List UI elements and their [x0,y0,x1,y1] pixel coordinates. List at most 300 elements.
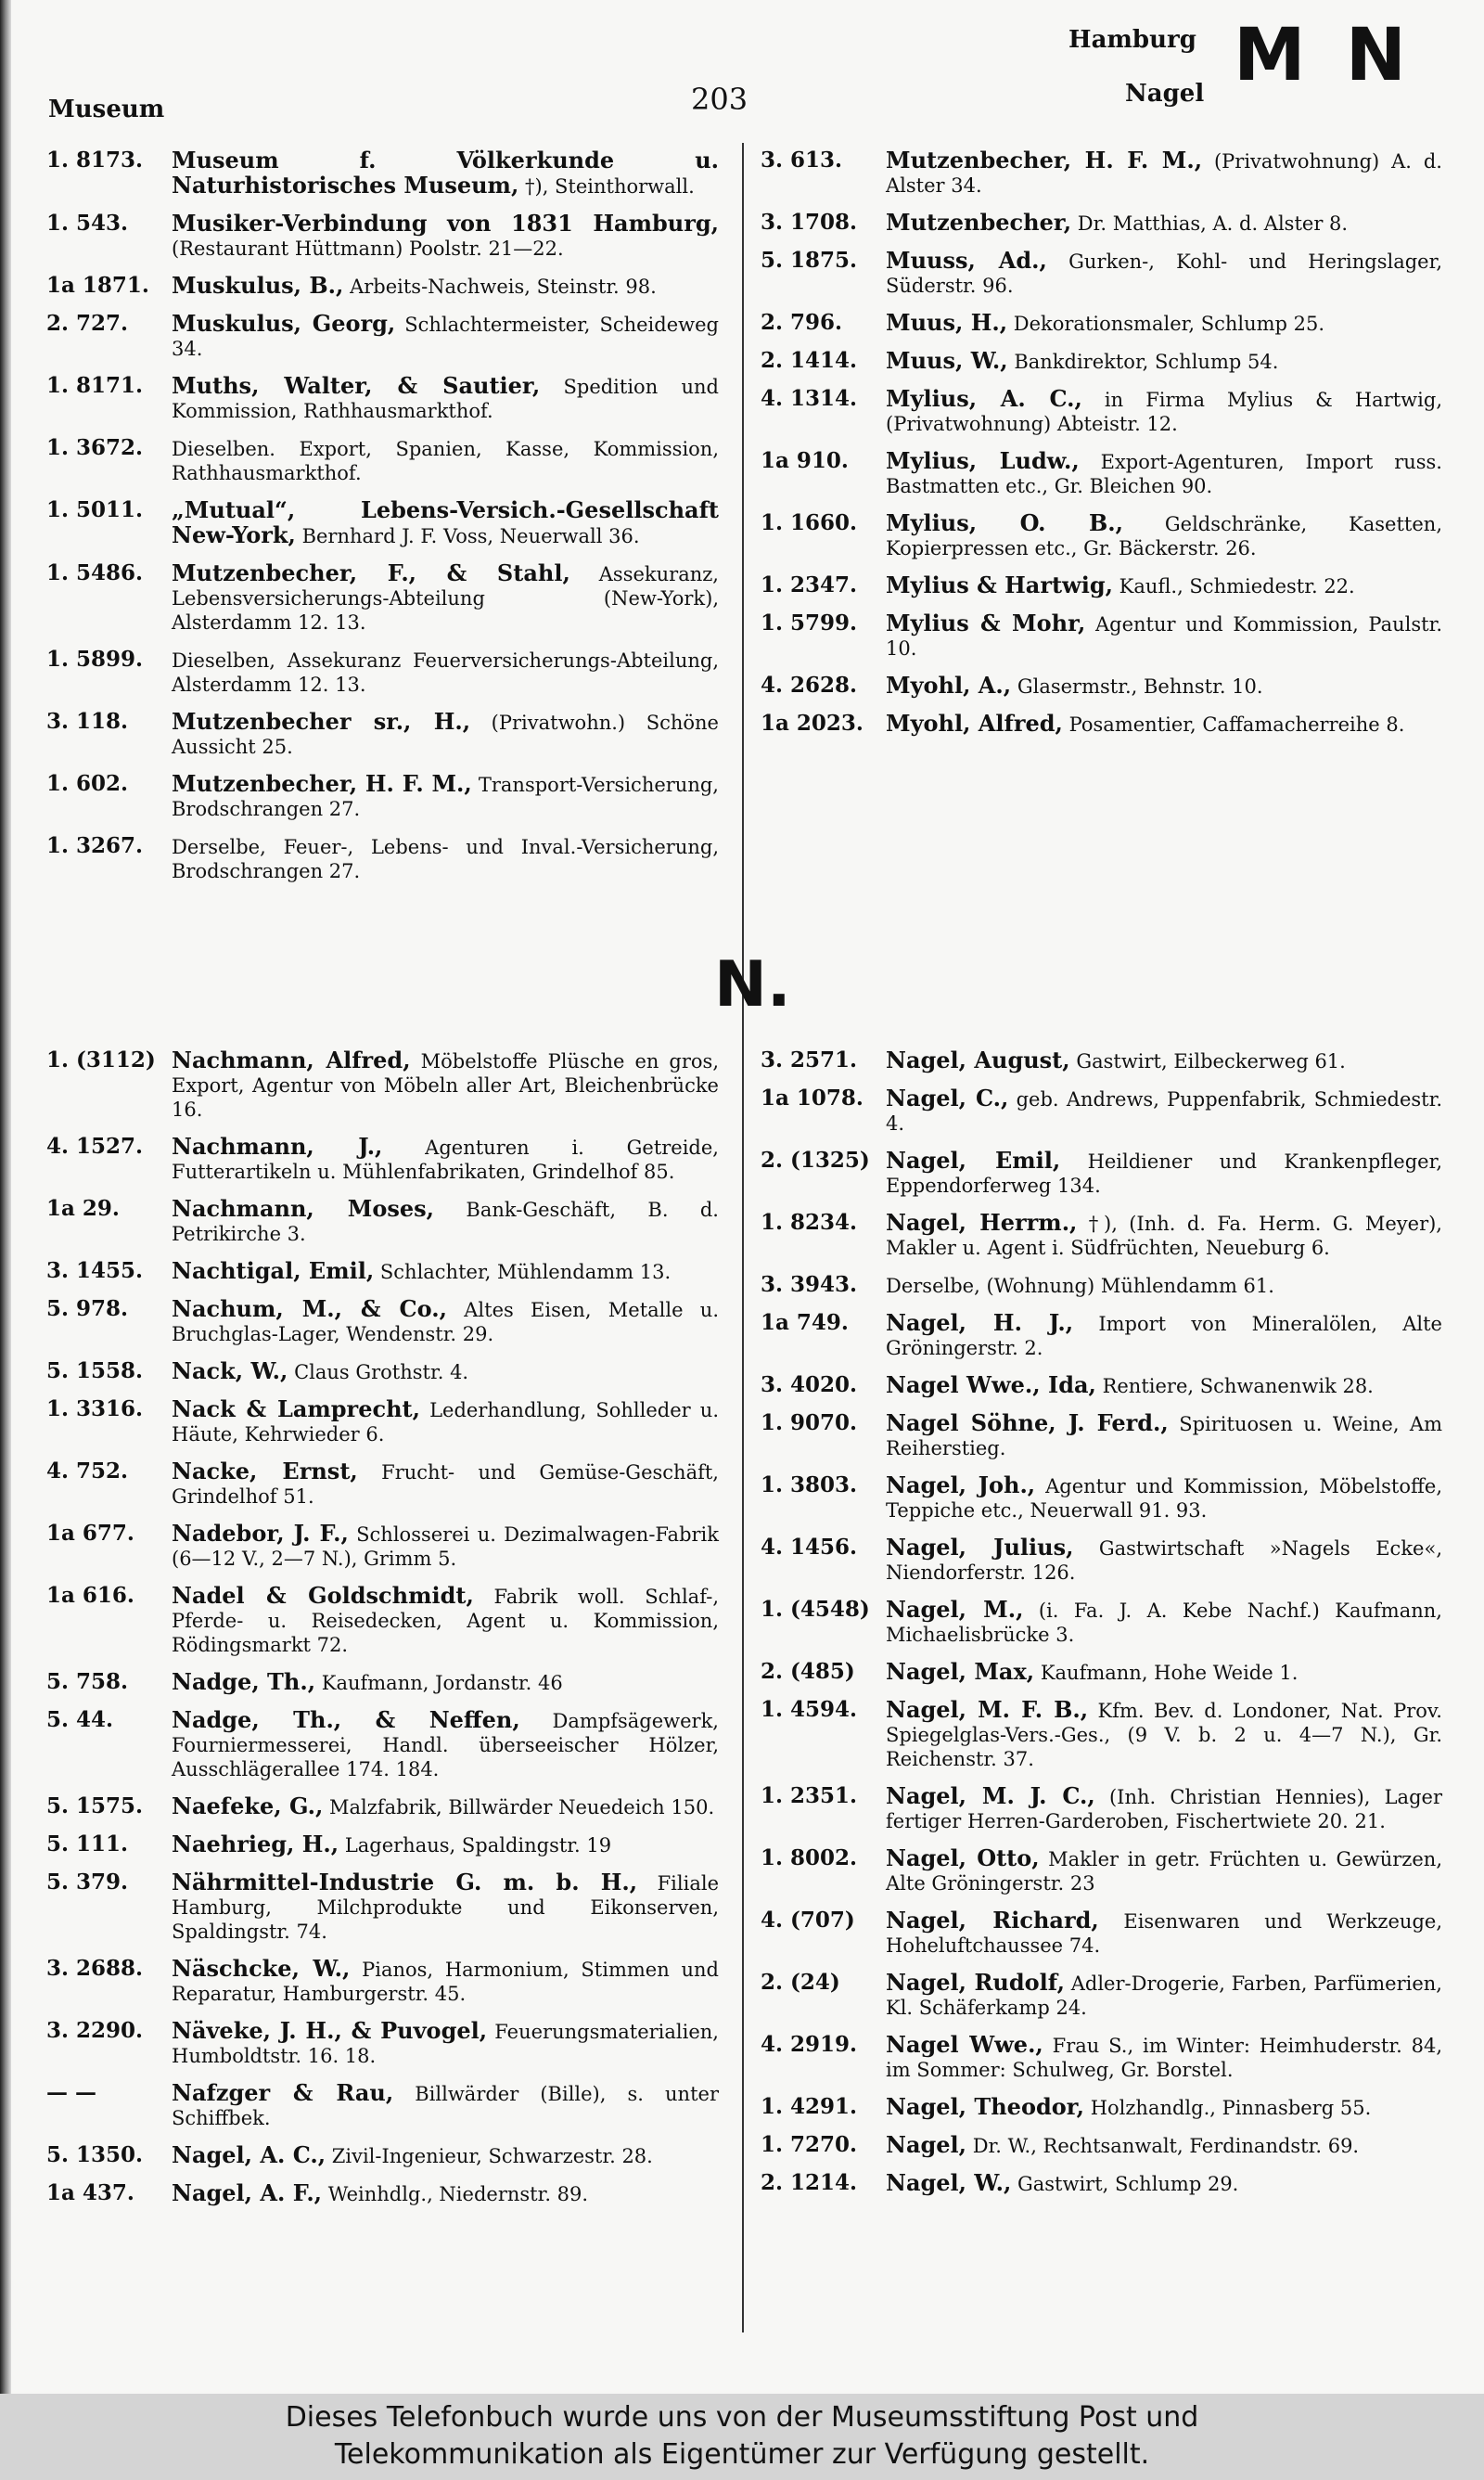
entry-text [172,374,719,423]
entry-details: Dieselben. Export, Spanien, Kasse, Kommission, Rathhausmarkthof. [172,438,719,484]
directory-entry [46,498,719,548]
entry-details: Kfm. Bev. d. Londoner, Nat. Prov. Spiegelglas-Vers.-Ges., (9 V. b. 2 u. 4—7 N.), Gr. Reichenstr. 37. [886,1700,1442,1770]
subscriber-name: Museum f. Völkerkunde u. Naturhistorisches Museum, [172,147,719,199]
entry-details: Schlosserei u. Dezimalwagen-Fabrik (6—12 V., 2—7 N.), Grimm 5. [172,1523,719,1570]
entry-text [172,1957,719,2006]
directory-entry [46,148,719,199]
entry-text [172,1297,719,1346]
directory-entry [761,387,1442,436]
directory-entry [46,1359,719,1384]
directory-entry [46,374,719,423]
directory-entry [46,1259,719,1284]
subscriber-name: Naehrieg, H., [172,1831,339,1857]
subscriber-name: Näschcke, W., [172,1955,351,1982]
subscriber-name: Nagel, C., [886,1085,1009,1112]
subscriber-name: Muths, Walter, & Sautier, [172,372,541,399]
entry-text [172,1048,719,1122]
entry-details: Frucht- und Gemüse-Geschäft, Grindelhof 51. [172,1461,719,1508]
phone-number: 4. 752. [46,1458,129,1484]
entry-details: Filiale Hamburg, Milchprodukte und Eikonserven, Spaldingstr. 74. [172,1872,719,1943]
directory-entry [761,1211,1442,1260]
entry-text [886,2133,1442,2158]
phone-number: 1. 3672. [46,435,144,460]
entry-details: Weinhdlg., Niedernstr. 89. [327,2183,589,2205]
phone-number: 3. 2290. [46,2018,144,2043]
phone-number: 4. (707) [761,1908,855,1933]
entry-details: †), (Inh. d. Fa. Herm. G. Meyer), Makler u. Agent i. Südfrüchten, Neueburg 6. [886,1213,1442,1259]
entry-details: Feuerungsmaterialien, Humboldtstr. 16. 18. [172,2021,719,2067]
phone-number: 5. 1875. [761,248,858,273]
subscriber-name: Nagel, Julius, [886,1534,1074,1561]
entry-text [886,1784,1442,1833]
directory-entry [46,1522,719,1571]
entry-text [886,1660,1442,1685]
phone-number: 1a 1078. [761,1086,864,1111]
directory-entry [46,312,719,361]
directory-entry [761,449,1442,498]
entry-details: Adler-Drogerie, Farben, Parfümerien, Kl. Schäferkamp 24. [886,1972,1442,2019]
entry-details: Dekorationsmaler, Schlump 25. [1013,313,1325,335]
entry-text [172,561,719,635]
directory-entry [46,436,719,485]
entry-details: Schlachtermeister, Scheideweg 34. [172,314,719,360]
entry-text [172,1794,719,1819]
entry-text [886,311,1442,336]
entry-text [886,511,1442,560]
entry-text [886,1411,1442,1460]
directory-entry [46,834,719,883]
phone-number: 2. (24) [761,1970,840,1995]
phone-number: 1. 8002. [761,1845,858,1870]
directory-entry [761,2171,1442,2196]
entry-text [886,1149,1442,1198]
phone-number: 1. 602. [46,771,129,796]
entry-details: Altes Eisen, Metalle u. Bruchglas-Lager, Wendenstr. 29. [172,1299,719,1345]
directory-entry [761,1660,1442,1685]
entry-text [886,1536,1442,1585]
entry-details: Makler in getr. Früchten u. Gewürzen, Alte Gröningerstr. 23 [886,1848,1442,1895]
directory-entry [761,2033,1442,2082]
right-n-entries [761,1048,1442,2196]
directory-entry [761,573,1442,598]
directory-entry [761,1598,1442,1647]
phone-number: 1a 616. [46,1583,134,1608]
entry-details: Kaufmann, Hohe Weide 1. [1040,1662,1298,1684]
entry-text [172,436,719,485]
entry-details: Posamentier, Caffamacherreihe 8. [1068,713,1405,736]
entry-details: Holzhandlg., Pinnasberg 55. [1090,2097,1372,2119]
phone-number: 5. 978. [46,1296,129,1321]
directory-entry [761,1846,1442,1895]
column-divider [742,143,744,2332]
directory-entry [46,1957,719,2006]
phone-number: — — [46,2080,97,2105]
subscriber-name: Mylius, A. C., [886,385,1082,412]
phone-number: 1. 543. [46,211,129,236]
directory-entry [761,1698,1442,1771]
directory-entry [46,710,719,759]
entry-text [886,1373,1442,1398]
section-heading-n: N. [714,948,791,1022]
running-head-city: Hamburg [1068,26,1196,54]
subscriber-name: Mylius, O. B., [886,509,1123,536]
subscriber-name: Nagel, Richard, [886,1907,1099,1934]
subscriber-name: Nafzger & Rau, [172,2079,394,2106]
directory-entry [46,2143,719,2168]
subscriber-name: Nagel, M., [886,1596,1024,1623]
running-head-left: Museum [48,96,165,123]
entry-details: Transport-Versicherung, Brodschrangen 27. [172,774,719,820]
directory-entry [46,1794,719,1819]
subscriber-name: Nagel Wwe., Ida, [886,1371,1096,1398]
subscriber-name: Nagel, W., [886,2169,1012,2196]
phone-number: 1. (3112) [46,1047,156,1073]
entry-text [886,611,1442,661]
subscriber-name: Nagel, Emil, [886,1147,1061,1174]
subscriber-name: „Mutual“, Lebens-Versich.-Gesellschaft New-York, [172,496,719,548]
subscriber-name: Nagel, H. J., [886,1309,1074,1336]
directory-entry [761,1149,1442,1198]
entry-details: in Firma Mylius & Hartwig, (Privatwohnung) Abteistr. 12. [886,389,1442,435]
directory-entry [46,648,719,697]
entry-text [886,1846,1442,1895]
phone-number: 2. 796. [761,310,843,335]
entry-details: Kaufl., Schmiedestr. 22. [1119,575,1355,598]
footer-line-2: Telekommunikation als Eigentümer zur Verfügung gestellt. [334,2438,1150,2471]
entry-details: Lagerhaus, Spaldingstr. 19 [344,1834,612,1857]
directory-entry [46,1870,719,1944]
subscriber-name: Mutzenbecher, [886,209,1072,236]
subscriber-name: Nachtigal, Emil, [172,1257,375,1284]
subscriber-name: Muuss, Ad., [886,247,1047,274]
entry-details: Bankdirektor, Schlump 54. [1014,351,1279,373]
entry-details: Möbelstoffe Plüsche en gros, Export, Agentur von Möbeln aller Art, Bleichenbrücke 16. [172,1050,720,1121]
directory-entry [761,249,1442,298]
directory-entry [46,1832,719,1857]
directory-entry [761,1273,1442,1298]
entry-text [172,2181,719,2206]
directory-entry [761,2095,1442,2120]
directory-entry [761,1086,1442,1136]
subscriber-name: Nack & Lamprecht, [172,1395,420,1422]
directory-entry [761,148,1442,198]
entry-details: Dieselben, Assekuranz Feuerversicherungs-Abteilung, Alsterdamm 12. 13. [172,649,719,696]
subscriber-name: Muus, H., [886,309,1008,336]
phone-number: 1. 8234. [761,1210,858,1235]
entry-text [172,2019,719,2068]
subscriber-name: Musiker-Verbindung von 1831 Hamburg, [172,210,719,237]
page-number: 203 [691,82,748,117]
entry-text [172,212,719,261]
entry-details: Zivil-Ingenieur, Schwarzestr. 28. [331,2145,653,2167]
left-m-entries [46,148,719,883]
entry-text [886,573,1442,598]
directory-entry [761,1536,1442,1585]
phone-number: 5. 758. [46,1669,129,1694]
directory-entry [46,274,719,299]
directory-entry [46,2081,719,2130]
phone-number: 4. 2919. [761,2032,858,2057]
directory-entry [761,349,1442,374]
entry-text [886,1086,1442,1136]
entry-details: Spedition und Kommission, Rathhausmarkthof. [172,376,719,422]
left-n-entries [46,1048,719,2206]
phone-number: 4. 1314. [761,386,858,411]
subscriber-name: Nagel, A. C., [172,2141,326,2168]
directory-entry [46,2181,719,2206]
phone-number: 5. 1558. [46,1358,144,1383]
phone-number: 5. 44. [46,1707,114,1732]
entry-details: Agentur und Kommission, Paulstr. 10. [886,613,1442,660]
entry-details: Kaufmann, Jordanstr. 46 [321,1672,563,1694]
directory-entry [761,1784,1442,1833]
phone-number: 1. 5799. [761,610,858,636]
phone-number: 4. 2628. [761,673,858,698]
entry-text [886,1971,1442,2020]
entry-details: (Restaurant Hüttmann) Poolstr. 21—22. [172,238,564,260]
entry-details: Derselbe, Feuer-, Lebens- und Inval.-Versicherung, Brodschrangen 27. [172,836,719,882]
subscriber-name: Nagel, M. J. C., [886,1782,1095,1809]
right-n-column [761,1048,1442,2209]
phone-number: 1. 7270. [761,2132,858,2157]
directory-entry [761,674,1442,699]
entry-details: Gastwirtschaft »Nagels Ecke«, Niendorferstr. 126. [886,1537,1442,1584]
section-letters: M N [1234,14,1414,97]
entry-details: Assekuranz, Lebensversicherungs-Abteilung (New-York), Alsterdamm 12. 13. [172,563,719,634]
entry-text [886,1473,1442,1523]
phone-number: 5. 1575. [46,1793,144,1818]
subscriber-name: Nacke, Ernst, [172,1458,358,1484]
entry-text [886,249,1442,298]
subscriber-name: Nagel, August, [886,1047,1070,1073]
subscriber-name: Mutzenbecher, F., & Stahl, [172,559,570,586]
entry-details: Schlachter, Mühlendamm 13. [379,1261,672,1283]
directory-entry [761,1473,1442,1523]
directory-entry [46,1459,719,1509]
left-n-column [46,1048,719,2219]
subscriber-name: Nadge, Th., & Neffen, [172,1706,520,1733]
subscriber-name: Nachum, M., & Co., [172,1295,447,1322]
entry-text [172,498,719,548]
entry-details: Import von Mineralölen, Alte Gröningerstr. 2. [886,1313,1442,1359]
subscriber-name: Nagel, Herrm., [886,1209,1078,1236]
entry-details: Export-Agenturen, Import russ. Bastmatten etc., Gr. Bleichen 90. [886,451,1442,497]
subscriber-name: Nagel, A. F., [172,2179,323,2206]
subscriber-name: Nagel, Theodor, [886,2093,1084,2120]
entry-details: Bernhard J. F. Voss, Neuerwall 36. [301,525,640,547]
directory-entry [761,1411,1442,1460]
phone-number: 3. 4020. [761,1372,858,1397]
entry-text [886,1273,1442,1298]
phone-number: 1. 5011. [46,497,144,522]
phone-number: 1a 437. [46,2180,134,2205]
phone-number: 1. (4548) [761,1597,870,1622]
phone-number: 3. 3943. [761,1272,858,1297]
entry-details: Malzfabrik, Billwärder Neuedeich 150. [329,1796,715,1818]
directory-entry [761,511,1442,560]
directory-entry [761,2133,1442,2158]
subscriber-name: Nachmann, J., [172,1133,383,1160]
entry-details: Spirituosen u. Weine, Am Reiherstieg. [886,1413,1442,1459]
entry-text [886,1048,1442,1073]
entry-text [172,648,719,697]
entry-text [172,1708,719,1781]
directory-entry [46,2019,719,2068]
entry-details: Rentiere, Schwanenwik 28. [1102,1375,1374,1397]
entry-details: Gastwirt, Schlump 29. [1017,2173,1239,2195]
subscriber-name: Mutzenbecher, H. F. M., [886,147,1203,173]
entry-details: Pianos, Harmonium, Stimmen und Reparatur, Hamburgerstr. 45. [172,1959,719,2005]
phone-number: 1. 2347. [761,572,858,598]
entry-text [172,834,719,883]
entry-text [172,274,719,299]
phone-number: 1a 1871. [46,273,149,298]
phone-number: 2. (485) [761,1659,855,1684]
entry-details: Dr. W., Rechtsanwalt, Ferdinandstr. 69. [972,2135,1360,2157]
directory-entry [761,1311,1442,1360]
subscriber-name: Nagel Wwe., [886,2031,1043,2058]
subscriber-name: Nack, W., [172,1357,288,1384]
subscriber-name: Mutzenbecher, H. F. M., [172,770,472,797]
entry-text [172,2081,719,2130]
directory-entry [46,561,719,635]
subscriber-name: Mylius, Ludw., [886,447,1080,474]
entry-text [172,1135,719,1184]
directory-entry [761,311,1442,336]
entry-text [172,1259,719,1284]
entry-details: (Privatwohnung) A. d. Alster 34. [886,150,1442,197]
phone-number: 1. 2351. [761,1783,858,1808]
subscriber-name: Nagel Söhne, J. Ferd., [886,1409,1169,1436]
phone-number: 1. 9070. [761,1410,858,1435]
phone-number: 1a 910. [761,448,849,473]
phone-number: 2. 1414. [761,348,858,373]
phone-number: 2. (1325) [761,1148,870,1173]
directory-entry [46,1584,719,1657]
directory-entry [46,1397,719,1446]
directory-entry [46,1197,719,1246]
phone-number: 1. 8173. [46,148,144,173]
phone-number: 1. 4291. [761,2094,858,2119]
directory-entry [46,1297,719,1346]
phone-number: 1. 5899. [46,647,144,672]
directory-entry [761,1048,1442,1073]
phone-number: 1a 2023. [761,711,864,736]
entry-details: Dampfsägewerk, Fourniermesserei, Handl. überseeischer Hölzer, Ausschlägerallee 174. 184. [172,1710,719,1780]
directory-entry [46,212,719,261]
entry-text [172,1670,719,1695]
entry-text [172,2143,719,2168]
entry-details: Claus Grothstr. 4. [294,1361,469,1383]
entry-text [172,710,719,759]
entry-details: Dr. Matthias, A. d. Alster 8. [1077,212,1349,235]
directory-entry [761,712,1442,737]
running-head-right: Nagel [1125,80,1205,108]
entry-details: †), Steinthorwall. [525,175,695,198]
phone-number: 1. 1660. [761,510,858,535]
entry-text [172,1870,719,1944]
subscriber-name: Nadge, Th., [172,1668,316,1695]
entry-text [886,387,1442,436]
phone-number: 1a 29. [46,1196,120,1221]
subscriber-name: Muskulus, Georg, [172,310,396,337]
entry-details: Agentur und Kommission, Möbelstoffe, Teppiche etc., Neuerwall 91. 93. [886,1475,1442,1522]
directory-entry [46,1708,719,1781]
phone-number: 1a 677. [46,1521,134,1546]
phone-number: 1. 3316. [46,1396,144,1421]
directory-entry [761,611,1442,661]
phone-number: 1. 4594. [761,1697,858,1722]
directory-entry [761,1908,1442,1958]
footer-line-1: Dieses Telefonbuch wurde uns von der Museumsstiftung Post und [285,2401,1199,2434]
subscriber-name: Nagel, [886,2131,967,2158]
right-m-entries [761,148,1442,737]
entry-details: Billwärder (Bille), s. unter Schiffbek. [172,2083,719,2129]
subscriber-name: Nagel, Max, [886,1658,1035,1685]
phone-number: 2. 727. [46,311,129,336]
entry-text [172,772,719,821]
entry-text [172,1584,719,1657]
phone-number: 1. 3803. [761,1472,858,1497]
phone-number: 3. 118. [46,709,129,734]
phone-number: 3. 613. [761,148,843,173]
entry-details: Gurken-, Kohl- und Heringslager, Süderstr. 96. [886,251,1443,297]
entry-text [886,349,1442,374]
entry-text [886,1698,1442,1771]
entry-text [886,1598,1442,1647]
subscriber-name: Nachmann, Alfred, [172,1047,411,1073]
right-column [761,148,1442,750]
entry-details: Derselbe, (Wohnung) Mühlendamm 61. [886,1275,1274,1297]
entry-details: Geldschränke, Kasetten, Kopierpressen etc., Gr. Bäckerstr. 26. [886,513,1442,559]
directory-entry [46,1135,719,1184]
directory-entry [46,1048,719,1122]
subscriber-name: Nagel, Otto, [886,1844,1040,1871]
entry-text [172,1397,719,1446]
entry-text [886,1311,1442,1360]
directory-entry [46,1670,719,1695]
directory-entry [761,1373,1442,1398]
entry-text [172,312,719,361]
entry-text [886,712,1442,737]
entry-text [172,1832,719,1857]
phone-number: 1. 3267. [46,833,144,858]
entry-text [886,2095,1442,2120]
phone-number: 3. 1708. [761,210,858,235]
subscriber-name: Nadebor, J. F., [172,1520,349,1547]
entry-text [886,674,1442,699]
subscriber-name: Mutzenbecher sr., H., [172,708,471,735]
entry-details: geb. Andrews, Puppenfabrik, Schmiedestr. 4. [886,1088,1442,1135]
phone-number: 5. 1350. [46,2142,144,2167]
subscriber-name: Naefeke, G., [172,1793,324,1819]
entry-text [172,1359,719,1384]
phone-number: 3. 1455. [46,1258,144,1283]
entry-details: Arbeits-Nachweis, Steinstr. 98. [350,276,657,298]
entry-details: (Privatwohn.) Schöne Aussicht 25. [172,712,719,758]
directory-entry [46,772,719,821]
phone-number: 1. 5486. [46,560,144,585]
subscriber-name: Muskulus, B., [172,272,344,299]
phone-number: 4. 1456. [761,1535,858,1560]
subscriber-name: Mylius & Hartwig, [886,572,1113,598]
phone-number: 5. 379. [46,1870,129,1895]
entry-details: (i. Fa. J. A. Kebe Nachf.) Kaufmann, Michaelisbrücke 3. [886,1600,1442,1646]
entry-details: Bank-Geschäft, B. d. Petrikirche 3. [172,1199,719,1245]
entry-text [886,2033,1442,2082]
subscriber-name: Nagel, Rudolf, [886,1969,1065,1996]
entry-details: Lederhandlung, Sohlleder u. Häute, Kehrwieder 6. [172,1399,719,1446]
